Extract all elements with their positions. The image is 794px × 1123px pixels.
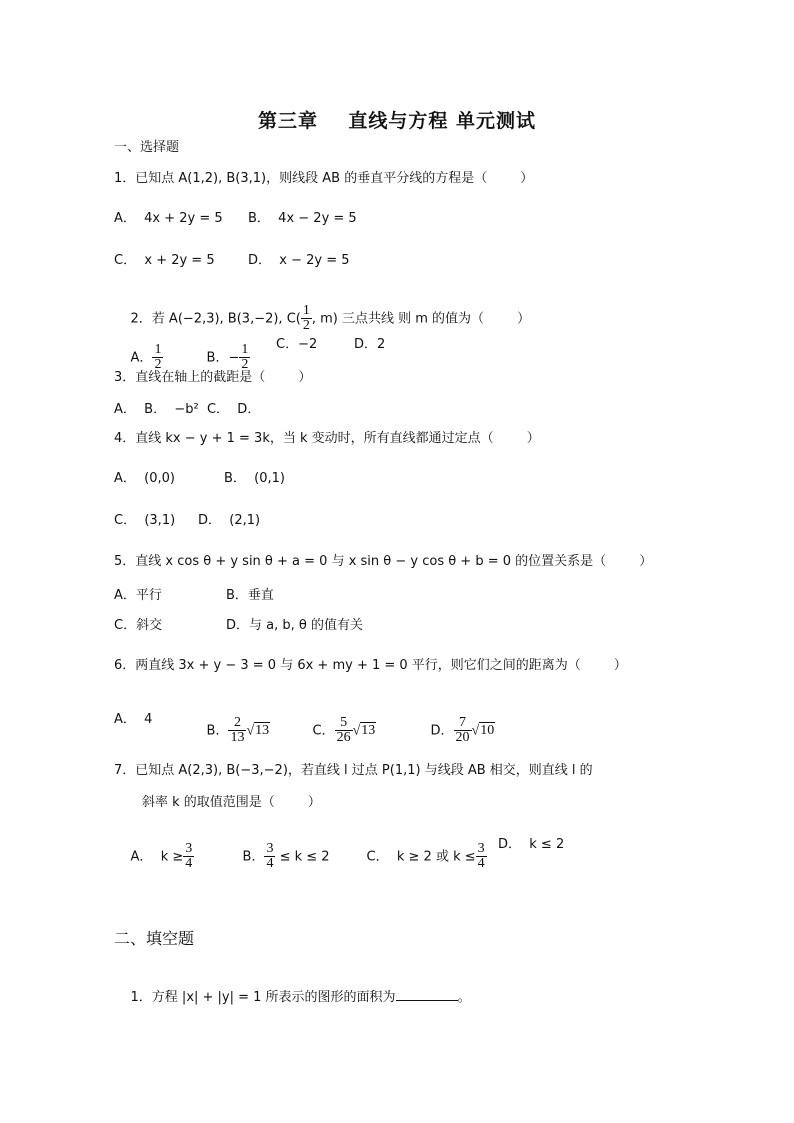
radicand: 10 <box>480 723 495 739</box>
fraction-denominator: 13 <box>230 730 245 746</box>
question-6: 6．两直线 3x + y − 3 = 0 与 6x + my + 1 = 0 平行，则它们之间的距离为（ ） <box>114 658 627 673</box>
option-prefix: B． <box>242 849 265 865</box>
fraction-numerator: 1 <box>154 341 162 357</box>
q7-option-d: D． k ≤ 2 <box>498 837 565 852</box>
fraction-numerator: 3 <box>266 840 274 856</box>
fraction-denominator: 4 <box>266 856 274 872</box>
question-5: 5．直线 x cos θ + y sin θ + a = 0 与 x sin θ − y cos θ + b = 0 的位置关系是（ ） <box>114 554 653 569</box>
option-prefix: A． <box>130 350 153 366</box>
fraction-denominator: 26 <box>336 730 351 746</box>
q4-option-b: B． (0,1) <box>224 471 286 486</box>
fraction-denominator: 4 <box>185 856 193 872</box>
fill-question-1 <box>114 972 471 1021</box>
question-7: 7．已知点 A(2,3), B(−3,−2)，若直线 l 过点 P(1,1) 与线段 AB 相交，则直线 l 的 <box>114 763 593 778</box>
option-prefix: D． <box>430 723 454 739</box>
q7-option-c <box>350 826 487 888</box>
q6-b-sqrt: √13 <box>246 723 270 739</box>
q5-option-b: B．垂直 <box>226 588 274 603</box>
section-heading-choice: 一、选择题 <box>114 140 180 155</box>
q6-c-sqrt: √13 <box>352 723 376 739</box>
q2-option-d: D．2 <box>354 337 386 352</box>
fill-question-tail: 。 <box>457 989 471 1005</box>
q2-a-fraction <box>152 343 163 373</box>
fraction-numerator: 3 <box>185 840 193 856</box>
q7-option-b <box>226 826 330 888</box>
fill-question-text: 1．方程 |x| + |y| = 1 所表示的图形的面积为 <box>130 989 396 1005</box>
fraction-denominator: 2 <box>302 318 310 334</box>
page-title: 第三章 直线与方程 单元测试 <box>257 110 537 132</box>
question-4: 4．直线 kx − y + 1 = 3k，当 k 变动时，所有直线都通过定点（ ） <box>114 431 540 446</box>
q7-c-fraction <box>476 842 487 872</box>
q5-option-a: A．平行 <box>114 588 162 603</box>
q4-option-a: A． (0,0) <box>114 471 175 486</box>
option-prefix: A． k ≥ <box>130 849 184 865</box>
fraction-denominator: 20 <box>455 730 470 746</box>
q7-b-fraction <box>264 842 275 872</box>
q7-option-a <box>114 826 194 888</box>
q6-option-a: A． 4 <box>114 712 153 727</box>
q2-text-before: 2．若 A(−2,3), B(3,−2), C( <box>130 311 301 327</box>
question-2 <box>114 288 530 350</box>
fraction-denominator: 2 <box>154 357 162 373</box>
question-7-continued: 斜率 k 的取值范围是（ ） <box>142 795 321 810</box>
fraction-numerator: 1 <box>241 341 249 357</box>
q5-option-d: D．与 a, b, θ 的值有关 <box>226 618 363 633</box>
option-prefix: B．− <box>206 350 240 366</box>
q1-option-d: D． x − 2y = 5 <box>248 253 350 268</box>
option-prefix: C． <box>312 723 335 739</box>
q1-option-b: B． 4x − 2y = 5 <box>248 211 357 226</box>
q6-option-d <box>414 700 495 762</box>
fraction-numerator: 3 <box>477 840 485 856</box>
answer-blank[interactable] <box>396 988 458 1001</box>
q2-b-fraction <box>239 343 250 373</box>
radicand: 13 <box>255 723 270 739</box>
q2-option-c: C．−2 <box>276 337 318 352</box>
question-3: 3．直线在轴上的截距是（ ） <box>114 370 312 385</box>
fraction-numerator: 5 <box>335 716 353 732</box>
option-prefix: C． k ≥ 2 或 k ≤ <box>366 849 476 865</box>
fraction-numerator: 1 <box>302 302 310 318</box>
q6-b-fraction <box>228 716 246 746</box>
radicand: 13 <box>361 723 376 739</box>
q1-option-a: A． 4x + 2y = 5 <box>114 211 223 226</box>
fraction-denominator: 4 <box>477 856 485 872</box>
q6-d-fraction <box>454 716 472 746</box>
q2-text-after: , m) 三点共线 则 m 的值为（ ） <box>311 311 531 327</box>
fraction-denominator: 2 <box>241 357 249 373</box>
fraction-numerator: 2 <box>228 716 246 732</box>
q6-d-sqrt: √10 <box>471 723 495 739</box>
q2-c-fraction <box>301 304 312 334</box>
q7-a-fraction <box>183 842 194 872</box>
fraction-numerator: 7 <box>454 716 472 732</box>
section-heading-fill-blank: 二、填空题 <box>114 929 195 948</box>
option-prefix: B． <box>206 723 229 739</box>
option-suffix: ≤ k ≤ 2 <box>275 849 330 865</box>
q4-option-d: D． (2,1) <box>198 513 261 528</box>
q1-option-c: C． x + 2y = 5 <box>114 253 215 268</box>
q5-option-c: C．斜交 <box>114 618 163 633</box>
q4-option-c: C． (3,1) <box>114 513 176 528</box>
q3-options: A． B． −b² C． D． <box>114 402 261 417</box>
question-1: 1．已知点 A(1,2), B(3,1)，则线段 AB 的垂直平分线的方程是（ ） <box>114 171 534 186</box>
q6-option-b <box>190 700 270 762</box>
q6-option-c <box>296 700 376 762</box>
q6-c-fraction <box>335 716 353 746</box>
